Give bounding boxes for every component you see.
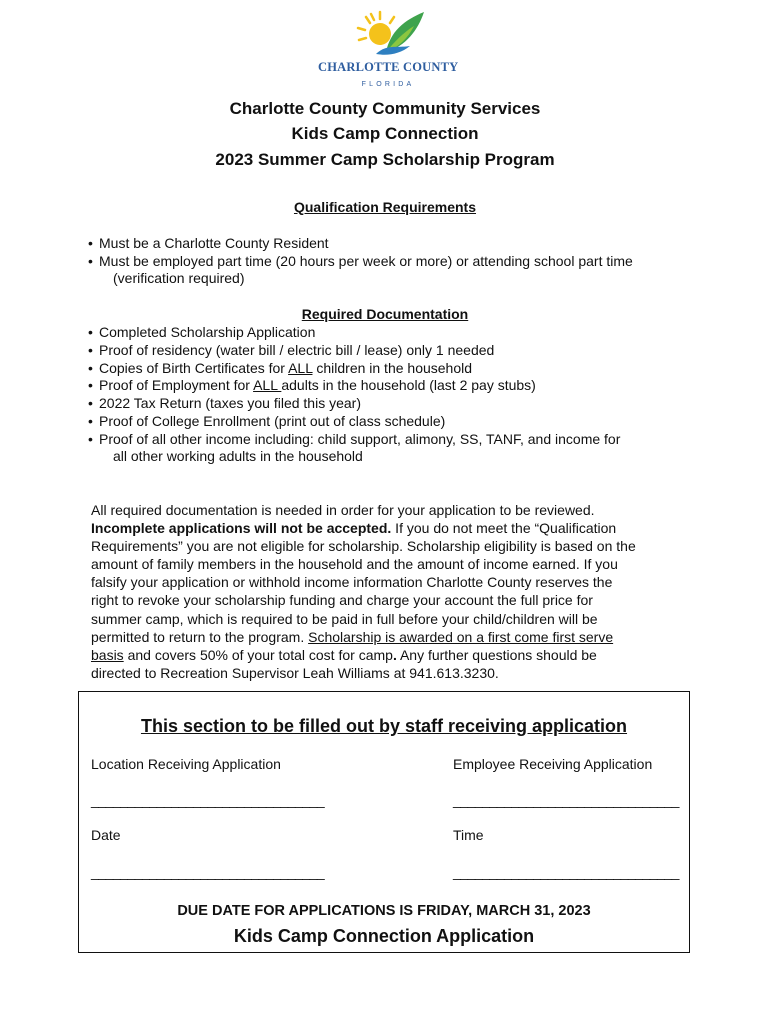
list-item: • Proof of College Enrollment (print out of class schedule) bbox=[88, 413, 620, 431]
page-title-scholarship: 2023 Summer Camp Scholarship Program bbox=[215, 150, 555, 169]
qualification-list bbox=[88, 235, 633, 271]
county-logo bbox=[318, 8, 458, 92]
documentation-heading: Required Documentation bbox=[301, 306, 469, 322]
list-item: • Copies of Birth Certificates for ALL children in the household bbox=[88, 360, 620, 378]
date-label: Date bbox=[91, 827, 121, 843]
logo-county-name: CHARLOTTE COUNTY bbox=[318, 60, 459, 74]
qualification-note: (verification required) bbox=[113, 270, 245, 286]
page-title-org: Charlotte County Community Services bbox=[229, 99, 541, 118]
info-paragraph: All required documentation is needed in order for your application to be reviewed. Incomplete applications will not be accepted. If you do not meet the “Qualification Requirements” you are not eligible for scholarship. Scholarship eligibility is based on the amount of family members in the household and the amount of income earned. If you falsify your application or withhold income information Charlotte County reserves the right to revoke your scholarship funding and charge your account the full price for summer camp, which is required to be paid in full before your child/children will be permitted to return to the program. Scholarship is awarded on a first come first serve basis and covers 50% of your total cost for camp. Any further questions should be directed to Recreation Supervisor Leah Williams at 941.613.3230. bbox=[91, 502, 636, 681]
list-item: • Completed Scholarship Application bbox=[88, 324, 620, 342]
date-field[interactable]: ________________________________ bbox=[91, 864, 325, 880]
list-item: • Proof of Employment for ALL adults in the household (last 2 pay stubs) bbox=[88, 377, 620, 395]
time-label: Time bbox=[453, 827, 484, 843]
list-item: • 2022 Tax Return (taxes you filed this year) bbox=[88, 395, 620, 413]
logo-state-name: FLORIDA bbox=[361, 81, 415, 88]
location-label: Location Receiving Application bbox=[91, 756, 281, 772]
employee-field[interactable]: _______________________________ bbox=[453, 792, 679, 808]
documentation-list bbox=[88, 324, 620, 449]
list-item: • Must be employed part time (20 hours per week or more) or attending school part time bbox=[88, 253, 633, 271]
page-title-program: Kids Camp Connection bbox=[291, 124, 479, 143]
sun-leaf-icon bbox=[346, 8, 430, 60]
staff-section-box bbox=[78, 691, 690, 953]
due-date-notice: DUE DATE FOR APPLICATIONS IS FRIDAY, MARCH 31, 2023 bbox=[177, 903, 591, 919]
staff-section-title: This section to be filled out by staff receiving application bbox=[140, 716, 628, 736]
application-title: Kids Camp Connection Application bbox=[233, 926, 535, 946]
list-item: • Proof of residency (water bill / electric bill / lease) only 1 needed bbox=[88, 342, 620, 360]
list-item: • Proof of all other income including: child support, alimony, SS, TANF, and income for bbox=[88, 431, 620, 449]
list-item: • Must be a Charlotte County Resident bbox=[88, 235, 633, 253]
time-field[interactable]: _______________________________ bbox=[453, 864, 679, 880]
location-field[interactable]: ________________________________ bbox=[91, 792, 325, 808]
employee-label: Employee Receiving Application bbox=[453, 756, 653, 772]
qualification-heading: Qualification Requirements bbox=[293, 199, 477, 215]
documentation-note: all other working adults in the household bbox=[113, 448, 363, 464]
